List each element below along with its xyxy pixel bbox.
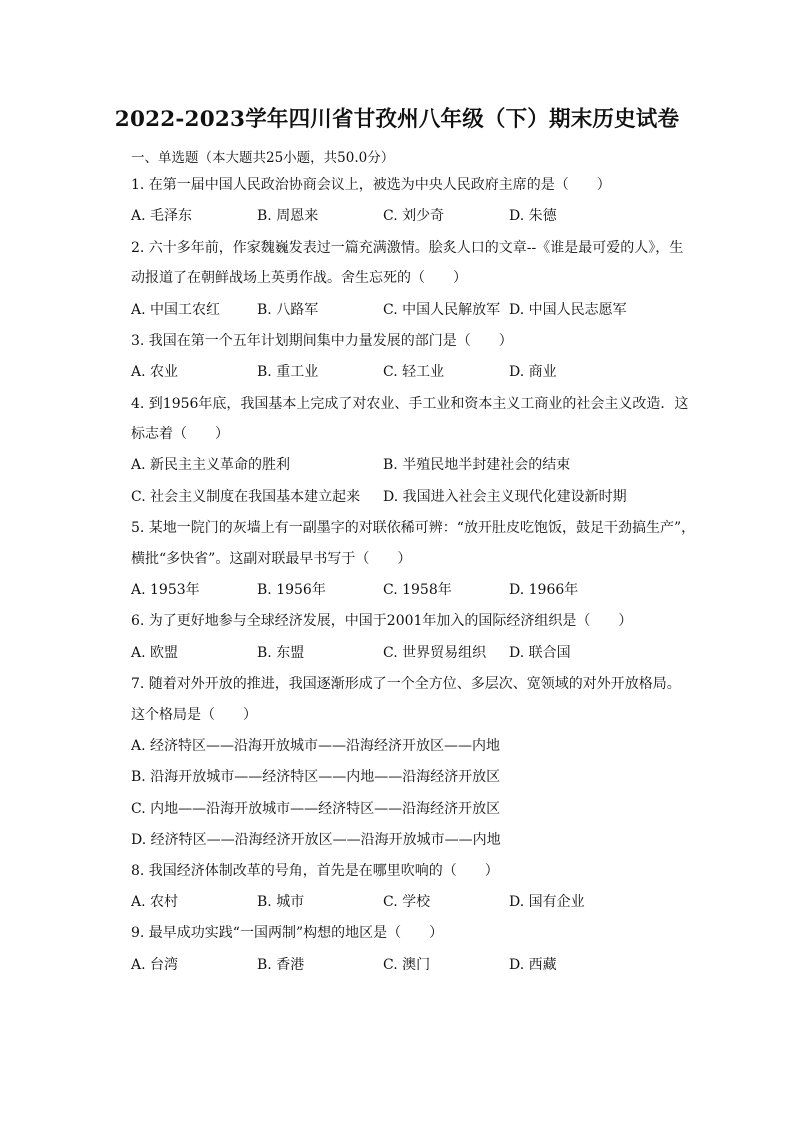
- option-b: B. 八路军: [257, 302, 319, 318]
- option-b: B. 东盟: [257, 645, 305, 661]
- option-a: A. 毛泽东: [131, 208, 193, 224]
- option-c: C. 澳门: [383, 957, 431, 973]
- option-d: D. 我国进入社会主义现代化建设新时期: [383, 489, 627, 505]
- option-d: D. 商业: [509, 364, 557, 380]
- option-c: C. 学校: [383, 894, 431, 910]
- question-4-options-row-1: [131, 455, 731, 475]
- option-c: C. 中国人民解放军: [383, 302, 501, 318]
- option-c: C. 社会主义制度在我国基本建立起来: [131, 489, 361, 505]
- option-b: B. 重工业: [257, 364, 319, 380]
- question-2-options: [131, 300, 731, 320]
- option-d: D. 联合国: [509, 645, 571, 661]
- option-a: A. 新民主主义革命的胜利: [131, 457, 291, 473]
- option-d: D. 1966年: [509, 582, 579, 598]
- option-a: A. 1953年: [131, 582, 200, 598]
- option-c: C. 刘少奇: [383, 208, 445, 224]
- question-7-text: 7. 随着对外开放的推进，我国逐渐形成了一个全方位、多层次、宽领域的对外开放格局。: [131, 676, 681, 692]
- option-d: D. 经济特区——沿海经济开放区——沿海开放城市——内地: [131, 832, 501, 848]
- option-a: A. 农村: [131, 894, 179, 910]
- option-c: C. 1958年: [383, 582, 452, 598]
- option-b: B. 半殖民地半封建社会的结束: [383, 457, 571, 473]
- question-9-text: 9. 最早成功实践“一国两制”构想的地区是（ ）: [131, 925, 444, 941]
- option-d: D. 中国人民志愿军: [509, 302, 627, 318]
- option-c: C. 轻工业: [383, 364, 445, 380]
- option-a: A. 经济特区——沿海开放城市——沿海经济开放区——内地: [131, 738, 501, 754]
- question-8-options: [131, 892, 731, 912]
- question-5-text-cont: 横批“多快省”。这副对联最早书写于（ ）: [131, 551, 412, 567]
- option-d: D. 朱德: [509, 208, 557, 224]
- option-d: D. 西藏: [509, 957, 557, 973]
- exam-title: 2022-2023学年四川省甘孜州八年级（下）期末历史试卷: [114, 107, 680, 132]
- option-b: B. 香港: [257, 957, 305, 973]
- option-a: A. 台湾: [131, 957, 179, 973]
- option-b: B. 城市: [257, 894, 305, 910]
- question-4-text-cont: 标志着（ ）: [131, 426, 229, 442]
- option-c: C. 世界贸易组织: [383, 645, 487, 661]
- section-heading: 一、单选题（本大题共25小题，共50.0分）: [131, 150, 395, 166]
- question-4-text: 4. 到1956年底，我国基本上完成了对农业、手工业和资本主义工商业的社会主义改造．这: [131, 396, 689, 412]
- option-a: A. 农业: [131, 364, 179, 380]
- option-d: D. 国有企业: [509, 894, 585, 910]
- question-6-options: [131, 643, 731, 663]
- question-3-text: 3. 我国在第一个五年计划期间集中力量发展的部门是（ ）: [131, 333, 513, 349]
- option-a: A. 中国工农红: [131, 302, 221, 318]
- option-b: B. 沿海开放城市——经济特区——内地——沿海经济开放区: [131, 769, 501, 785]
- question-2-text: 2. 六十多年前，作家魏巍发表过一篇充满激情。脍炙人口的文章--《谁是最可爱的人》，生: [131, 240, 684, 256]
- question-9-options: [131, 955, 731, 975]
- option-c: C. 内地——沿海开放城市——经济特区——沿海经济开放区: [131, 801, 501, 817]
- question-3-options: [131, 362, 731, 382]
- option-b: B. 周恩来: [257, 208, 319, 224]
- question-1-text: 1. 在第一届中国人民政治协商会议上，被选为中央人民政府主席的是（ ）: [131, 177, 611, 193]
- question-7-text-cont: 这个格局是（ ）: [131, 707, 257, 723]
- question-6-text: 6. 为了更好地参与全球经济发展，中国于2001年加入的国际经济组织是（ ）: [131, 613, 633, 629]
- option-b: B. 1956年: [257, 582, 326, 598]
- question-5-options: [131, 580, 731, 600]
- question-4-options-row-2: [131, 487, 731, 507]
- question-8-text: 8. 我国经济体制改革的号角，首先是在哪里吹响的（ ）: [131, 863, 499, 879]
- question-2-text-cont: 动报道了在朝鲜战场上英勇作战。舍生忘死的（ ）: [131, 270, 467, 286]
- question-5-text: 5. 某地一院门的灰墙上有一副墨字的对联依稀可辨：“放开肚皮吃饱饭，鼓足干劲搞生产”，: [131, 520, 696, 536]
- option-a: A. 欧盟: [131, 645, 179, 661]
- question-1-options: [131, 206, 731, 226]
